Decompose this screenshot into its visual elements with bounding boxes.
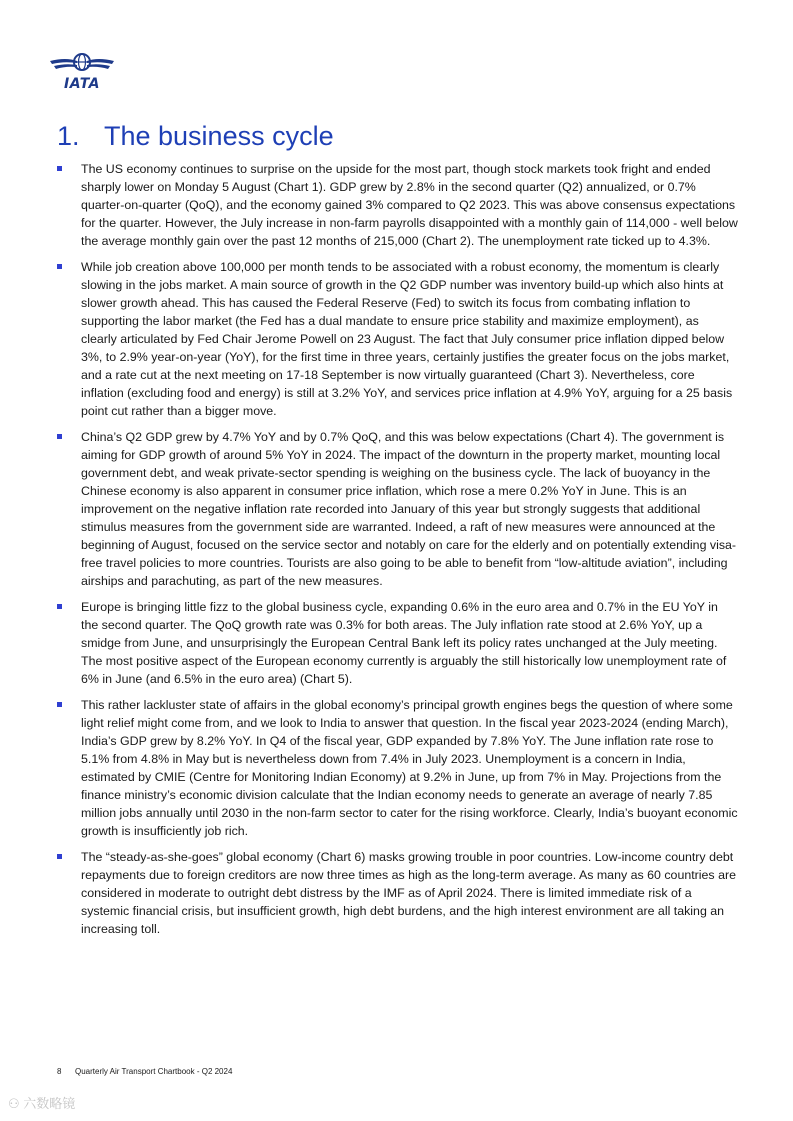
- bullet-text: This rather lackluster state of affairs in the global economy’s principal growth engines begs the question of where some light relief might come from, and we look to India to answer that question. In the fiscal year 2023-2024 (ending March), India’s GDP grew by 8.2% YoY. In Q4 of the fiscal year, GDP expanded by 7.8% YoY. The June inflation rate rose to 5.1% from 4.8% in May but is nevertheless down from 7.4% in July 2023. Unemployment is a concern in India, estimated by CMIE (Centre for Monitoring Indian Economy) at 9.2% in June, up from 7% in May. Projections from the finance ministry’s economic division calculate that the Indian economy needs to generate an average of nearly 7.85 million jobs annually until 2030 in the non-farm sector to cater for the rising workforce. Clearly, India’s buoyant economic growth is insufficiently job rich.: [81, 698, 738, 838]
- square-bullet-icon: [57, 166, 62, 171]
- bullet-text: Europe is bringing little fizz to the global business cycle, expanding 0.6% in the euro area and 0.7% in the EU YoY in the second quarter. The QoQ growth rate was 0.3% for both areas. The July inflation rate stood at 2.6% YoY, up a smidge from June, and unsurprisingly the European Central Bank left its policy rates unchanged at the July meeting. The most positive aspect of the European economy currently is arguably the still historically low unemployment rate of 6% in June (and 6.5% in the euro area) (Chart 5).: [81, 600, 727, 686]
- logo-text: IATA: [63, 76, 100, 92]
- publication-title: Quarterly Air Transport Chartbook - Q2 2024: [75, 1067, 233, 1076]
- bullet-text: The US economy continues to surprise on the upside for the most part, though stock markets took fright and ended sharply lower on Monday 5 August (Chart 1). GDP grew by 2.8% in the second quarter (Q2) annualized, or 0.7% quarter-on-quarter (QoQ), and the economy gained 3% compared to Q2 2023. This was above consensus expectations for the quarter. However, the July increase in non-farm payrolls disappointed with a monthly gain of 114,000 - well below the average monthly gain over the past 12 months of 215,000 (Chart 2). The unemployment rate ticked up to 4.3%.: [81, 162, 738, 248]
- bullet-item: [57, 258, 738, 420]
- section-title: [57, 116, 334, 156]
- bullet-item: [57, 598, 738, 688]
- globe-wings-icon: [50, 50, 114, 78]
- bullet-item: [57, 160, 738, 250]
- section-title-text: The business cycle: [104, 121, 334, 151]
- watermark: ⚇ 六数略镜: [8, 1096, 76, 1111]
- bullet-item: [57, 428, 738, 590]
- square-bullet-icon: [57, 604, 62, 609]
- iata-logo: [50, 50, 114, 94]
- bullet-list: [57, 160, 738, 946]
- bullet-text: The “steady-as-she-goes” global economy (Chart 6) masks growing trouble in poor countries. Low-income country debt repayments due to foreign creditors are now three times as high as the long-term average. As many as 60 countries are considered in moderate to outright debt distress by the IMF as of April 2024. There is limited immediate risk of a systemic financial crisis, but insufficient growth, high debt burdens, and the high interest environment are all taking an increasing toll.: [81, 850, 736, 936]
- bullet-text: China’s Q2 GDP grew by 4.7% YoY and by 0.7% QoQ, and this was below expectations (Chart 4). The government is aiming for GDP growth of around 5% YoY in 2024. The impact of the downturn in the property market, mounting local government debt, and weak private-sector spending is weighing on the business cycle. The lack of buoyancy in the Chinese economy is also apparent in consumer price inflation, which rose a mere 0.2% YoY in June. This is an improvement on the negative inflation rate recorded into January of this year but strongly suggests that additional stimulus measures from the government side are warranted. Indeed, a raft of new measures were announced at the beginning of August, focused on the service sector and notably on care for the elderly and on potentially extending visa-free travel policies to more countries. Tourists are also going to be able to benefit from “low-altitude aviation”, including airships and parachuting, as part of the new measures.: [81, 430, 737, 588]
- page-footer: [57, 1066, 232, 1078]
- bullet-item: [57, 848, 738, 938]
- square-bullet-icon: [57, 702, 62, 707]
- section-number: 1.: [57, 121, 80, 151]
- square-bullet-icon: [57, 854, 62, 859]
- bullet-item: [57, 696, 738, 840]
- square-bullet-icon: [57, 264, 62, 269]
- page-number: 8: [57, 1067, 62, 1076]
- bullet-text: While job creation above 100,000 per month tends to be associated with a robust economy, the momentum is clearly slowing in the jobs market. A main source of growth in the Q2 GDP number was inventory build-up which also hints at slower growth ahead. This has caused the Federal Reserve (Fed) to switch its focus from combating inflation to supporting the labor market (the Fed has a dual mandate to ensure price stability and maximize employment), as clearly articulated by Fed Chair Jerome Powell on 23 August. The fact that July consumer price inflation dipped below 3%, to 2.9% year-on-year (YoY), for the first time in three years, certainly justifies the greater focus on the jobs market, and a rate cut at the next meeting on 17-18 September is now virtually guaranteed (Chart 3). Nevertheless, core inflation (excluding food and energy) is still at 3.2% YoY, and services price inflation at 4.9% YoY, arguing for a 25 basis point cut rather than a bigger move.: [81, 260, 733, 418]
- square-bullet-icon: [57, 434, 62, 439]
